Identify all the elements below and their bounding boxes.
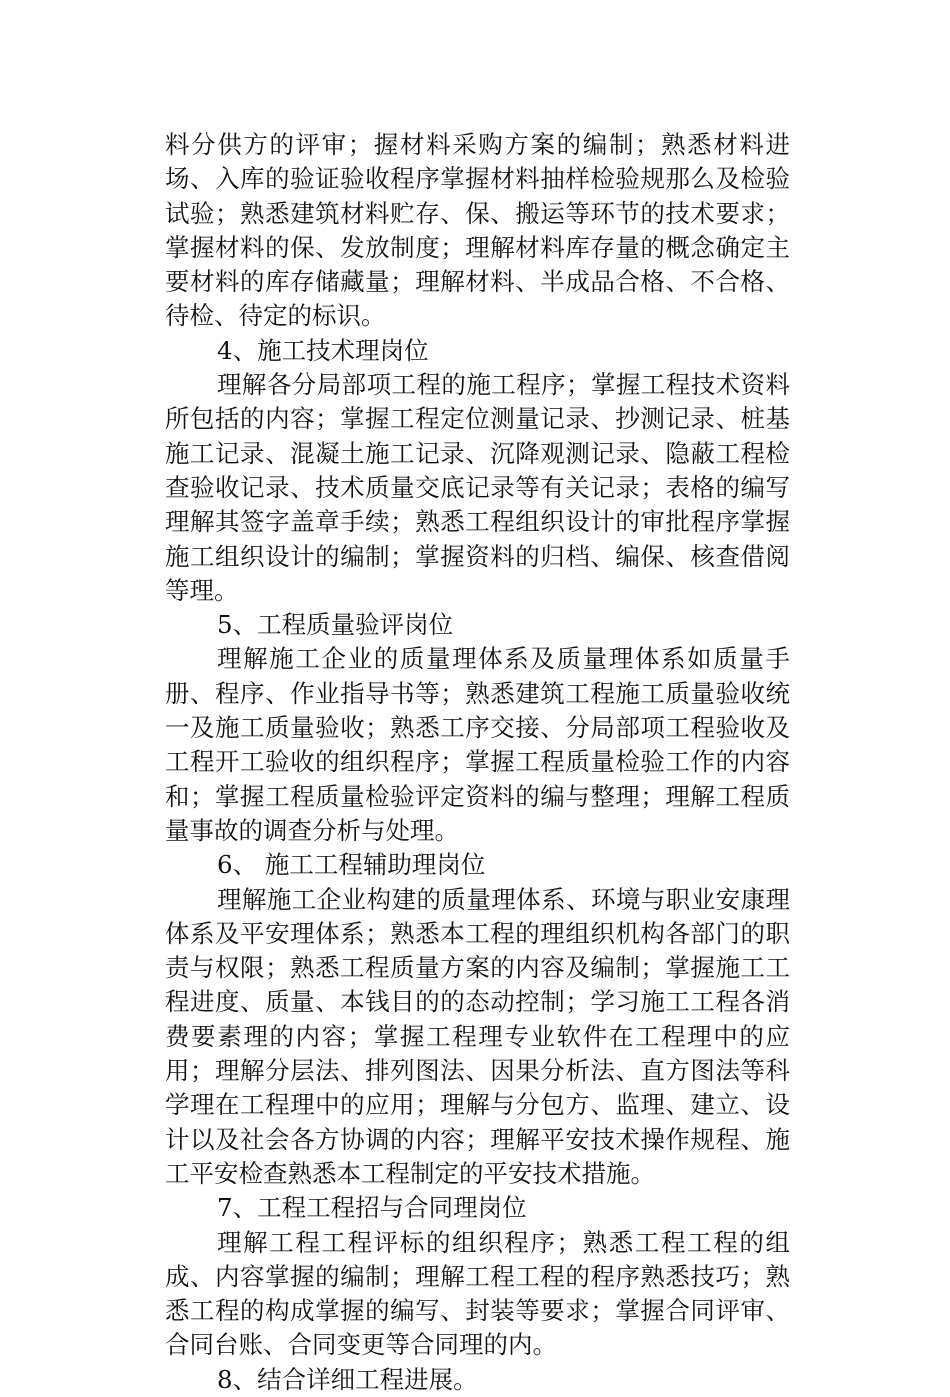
heading-technical-management-post: 4、施工技术理岗位 bbox=[217, 335, 429, 365]
paragraph-materials-continued: 料分供方的评审；握材料采购方案的编制；熟悉材料进场、入库的验证验收程序掌握材料抽样检验规那么及检验试验；熟悉建筑材料贮存、保、搬运等环节的技术要求；掌握材料的保、发放制度；理解材料库存量的概念确定主要材料的库存储藏量；理解材料、半成品合格、不合格、待检、待定的标识。 bbox=[165, 130, 790, 331]
heading-project-progress: 8、结合详细工程进展。 bbox=[217, 1364, 478, 1394]
heading-quality-inspection-post: 5、工程质量验评岗位 bbox=[217, 610, 454, 640]
heading-project-assistant-post: 6、 施工工程辅助理岗位 bbox=[217, 850, 486, 880]
paragraph-project-assistant: 理解施工企业构建的质量理体系、环境与职业安康理体系及平安理体系；熟悉本工程的理组织机构各部门的职责与权限；熟悉工程质量方案的内容及编制；掌握施工工程进度、质量、本钱目的的态动控制；学习施工工程各消费要素理的内容；掌握工程理专业软件在工程理中的应用；理解分层法、排列图法、因果分析法、直方图法等科学理在工程理中的应用；理解与分包方、监理、建立、设计以及社会各方协调的内容；理解平安技术操作规程、施工平安检查熟悉本工程制定的平安技术措施。 bbox=[165, 884, 790, 1188]
heading-bidding-contract-post: 7、工程工程招与合同理岗位 bbox=[217, 1193, 527, 1223]
document-body bbox=[165, 128, 790, 1397]
paragraph-quality-inspection: 理解施工企业的质量理体系及质量理体系如质量手册、程序、作业指导书等；熟悉建筑工程施工质量验收统一及施工质量验收；熟悉工序交接、分局部项工程验收及工程开工验收的组织程序；掌握工程质量检验工作的内容和；掌握工程质量检验评定资料的编与整理；理解工程质量事故的调查分析与处理。 bbox=[165, 644, 790, 845]
paragraph-bidding-contract: 理解工程工程评标的组织程序；熟悉工程工程的组成、内容掌握的编制；理解工程工程的程序熟悉技巧；熟悉工程的构成掌握的编写、封装等要求；掌握合同评审、合同台账、合同变更等合同理的内。 bbox=[165, 1227, 790, 1360]
paragraph-technical-management: 理解各分局部项工程的施工程序；掌握工程技术资料所包括的内容；掌握工程定位测量记录、抄测记录、桩基施工记录、混凝土施工记录、沉降观测记录、隐蔽工程检查验收记录、技术质量交底记录等有关记录；表格的编写理解其签字盖章手续；熟悉工程组织设计的审批程序掌握施工组织设计的编制；掌握资料的归档、编保、核查借阅等理。 bbox=[165, 370, 790, 605]
